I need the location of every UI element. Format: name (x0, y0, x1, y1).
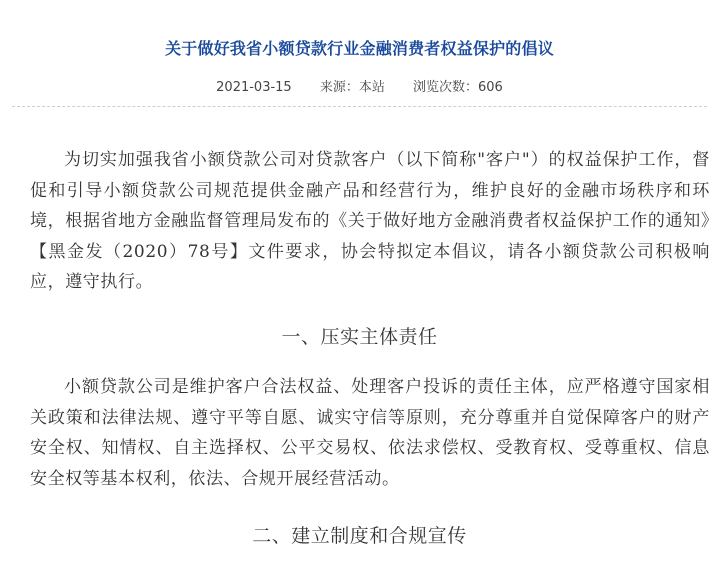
view-count: 浏览次数：606 (413, 80, 503, 95)
section-heading-2: 二、建立制度和合规宣传 (252, 525, 467, 547)
publish-date: 2021-03-15 (216, 80, 292, 95)
paragraph-intro: 为切实加强我省小额贷款公司对贷款客户（以下简称"客户"）的权益保护工作，督促和引导小额贷款公司规范提供金融产品和经营行为，维护良好的金融市场秩序和环境，根据省地方金融监督管理局发布的《关于做好地方金融消费者权益保护工作的通知》【黑金发（2020）78号】文件要求，协会特拟定本倡议，请各小额贷款公司积极响应，遵守执行。 (30, 150, 710, 292)
article-title: 关于做好我省小额贷款行业金融消费者权益保护的倡议 (165, 39, 554, 58)
meta-divider (12, 106, 707, 107)
section-heading-1: 一、压实主体责任 (281, 326, 438, 348)
article-meta (0, 76, 719, 95)
paragraph-section-1: 小额贷款公司是维护客户合法权益、处理客户投诉的责任主体，应严格遵守国家相关政策和法律法规、遵守平等自愿、诚实守信等原则，充分尊重并自觉保障客户的财产安全权、知情权、自主选择权、公平交易权、依法求偿权、受教育权、受尊重权、信息安全权等基本权利，依法、合规开展经营活动。 (30, 377, 710, 489)
article-source: 来源：本站 (319, 80, 385, 95)
